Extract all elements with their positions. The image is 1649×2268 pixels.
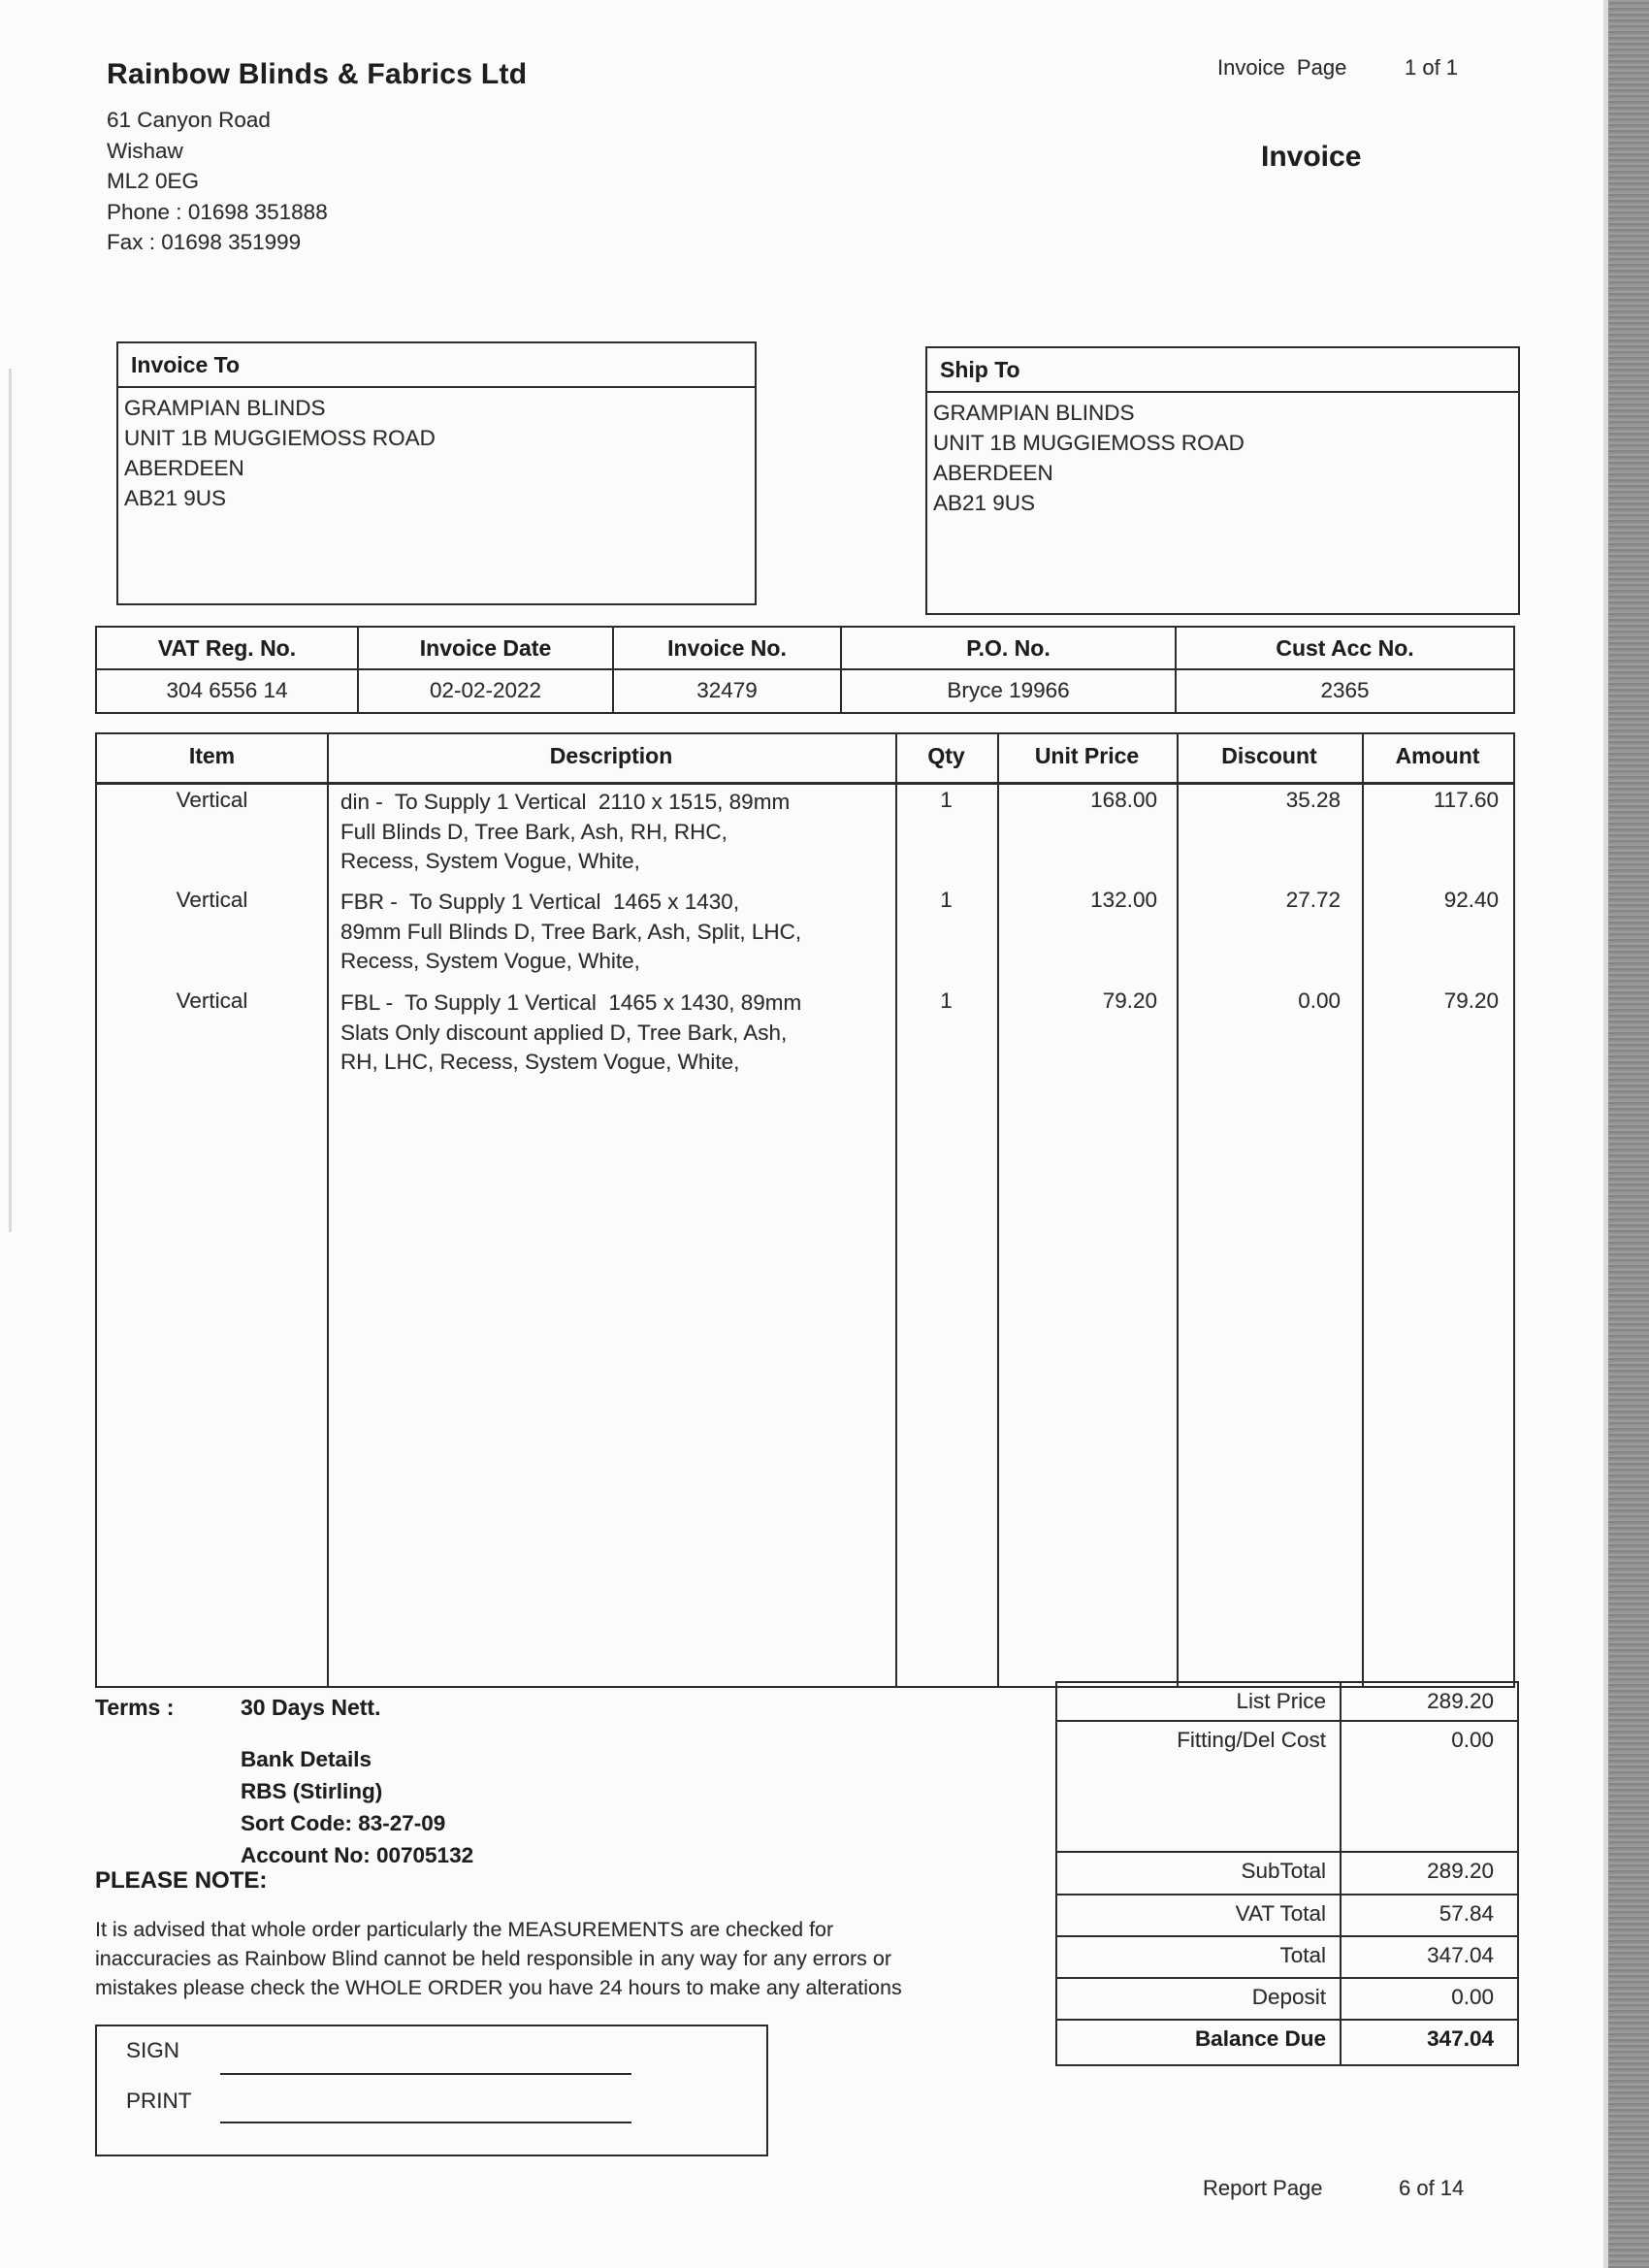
invoice-to-line: GRAMPIAN BLINDS xyxy=(124,396,326,420)
invoice-to-line: UNIT 1B MUGGIEMOSS ROAD xyxy=(124,426,436,450)
invoice-no-value: 32479 xyxy=(614,670,842,712)
line-items-table xyxy=(95,732,1515,1688)
item-qty: 1 xyxy=(940,888,953,912)
ship-to-address xyxy=(927,393,1518,518)
vat-total-value: 57.84 xyxy=(1439,1901,1494,1926)
totals-box xyxy=(1055,1681,1519,2066)
invoice-no-header: Invoice No. xyxy=(614,628,842,670)
invoice-to-address xyxy=(118,388,755,513)
ship-to-line: GRAMPIAN BLINDS xyxy=(933,401,1135,425)
ship-to-line: AB21 9US xyxy=(933,491,1036,515)
totals-row xyxy=(1057,1853,1517,1895)
signature-box xyxy=(95,2025,768,2156)
info-value-row xyxy=(97,670,1513,712)
sign-label: SIGN xyxy=(126,2038,180,2062)
item-description: FBL - To Supply 1 Vertical 1465 x 1430, 89mm Slats Only discount applied D, Tree Bark, Ash, RH, LHC, Recess, System Vogue, White, xyxy=(340,990,802,1074)
column-divider xyxy=(997,734,999,1686)
bank-account-no: Account No: 00705132 xyxy=(241,1843,474,1867)
subtotal-value: 289.20 xyxy=(1427,1859,1494,1883)
totals-row xyxy=(1057,1979,1517,2021)
item-unit-price: 132.00 xyxy=(1090,888,1157,912)
ship-to-box xyxy=(925,346,1520,615)
ship-to-line: UNIT 1B MUGGIEMOSS ROAD xyxy=(933,431,1245,455)
scan-edge-band xyxy=(1608,0,1649,2268)
company-address xyxy=(107,105,328,258)
vat-reg-value: 304 6556 14 xyxy=(97,670,359,712)
totals-row xyxy=(1057,1722,1517,1853)
fitting-del-cost-label: Fitting/Del Cost xyxy=(1057,1722,1342,1851)
unit-price-column-header: Unit Price xyxy=(1034,743,1140,768)
item-unit-price: 79.20 xyxy=(1102,988,1157,1013)
totals-row xyxy=(1057,2021,1517,2064)
column-divider xyxy=(1362,734,1364,1686)
please-note-body: It is advised that whole order particularly the MEASUREMENTS are checked for inaccuracies as Rainbow Blind cannot be held responsible in any way for any errors or mistakes please check the WHOLE ORDER you have 24 hours to make any alterations xyxy=(95,1918,902,1999)
balance-due-label: Balance Due xyxy=(1057,2021,1342,2064)
vat-reg-header: VAT Reg. No. xyxy=(97,628,359,670)
item-amount: 79.20 xyxy=(1443,988,1499,1013)
document-title: Invoice xyxy=(1261,141,1362,173)
column-divider xyxy=(895,734,897,1686)
invoice-page-label: Invoice Page xyxy=(1217,55,1347,80)
company-fax: Fax : 01698 351999 xyxy=(107,230,302,254)
discount-column-header: Discount xyxy=(1221,743,1317,768)
bank-details xyxy=(241,1743,473,1871)
terms-value: 30 Days Nett. xyxy=(241,1695,381,1720)
item-discount: 35.28 xyxy=(1285,788,1341,812)
cust-acc-header: Cust Acc No. xyxy=(1177,628,1513,670)
total-label: Total xyxy=(1057,1937,1342,1977)
list-price-label: List Price xyxy=(1057,1683,1342,1720)
bank-sort-code: Sort Code: 83-27-09 xyxy=(241,1811,446,1835)
invoice-date-value: 02-02-2022 xyxy=(359,670,614,712)
column-divider xyxy=(327,734,329,1686)
item-qty: 1 xyxy=(940,788,953,812)
balance-due-value: 347.04 xyxy=(1427,2026,1494,2051)
invoice-to-box xyxy=(116,341,757,605)
totals-row xyxy=(1057,1683,1517,1722)
item-type: Vertical xyxy=(176,988,248,1013)
invoice-to-line: AB21 9US xyxy=(124,486,227,510)
item-column-header: Item xyxy=(188,743,236,768)
sign-line xyxy=(220,2073,631,2075)
item-unit-price: 168.00 xyxy=(1090,788,1157,812)
header-divider xyxy=(97,782,1513,785)
po-no-header: P.O. No. xyxy=(842,628,1177,670)
terms-label: Terms : xyxy=(95,1695,175,1720)
column-divider xyxy=(1177,734,1179,1686)
cust-acc-value: 2365 xyxy=(1320,678,1370,702)
invoice-info-table xyxy=(95,626,1515,714)
company-name: Rainbow Blinds & Fabrics Ltd xyxy=(107,58,528,90)
ship-to-title: Ship To xyxy=(927,348,1518,393)
item-discount: 0.00 xyxy=(1298,988,1341,1013)
report-page-label: Report Page xyxy=(1203,2176,1323,2200)
scan-left-line xyxy=(9,369,12,1232)
invoice-date-header: Invoice Date xyxy=(359,628,614,670)
ship-to-line: ABERDEEN xyxy=(933,461,1053,485)
fitting-del-cost-value: 0.00 xyxy=(1451,1728,1494,1752)
company-phone: Phone : 01698 351888 xyxy=(107,199,328,224)
subtotal-label: SubTotal xyxy=(1057,1853,1342,1894)
invoice-to-line: ABERDEEN xyxy=(124,456,244,480)
item-description: FBR - To Supply 1 Vertical 1465 x 1430, 89mm Full Blinds D, Tree Bark, Ash, Split, LHC, Recess, System Vogue, White, xyxy=(340,890,802,973)
qty-column-header: Qty xyxy=(927,743,965,768)
totals-row xyxy=(1057,1937,1517,1979)
bank-details-title: Bank Details xyxy=(241,1747,372,1771)
description-column-header: Description xyxy=(549,743,673,768)
company-address-line: Wishaw xyxy=(107,138,183,163)
invoice-page-value: 1 of 1 xyxy=(1405,55,1459,80)
item-description: din - To Supply 1 Vertical 2110 x 1515, 89mm Full Blinds D, Tree Bark, Ash, RH, RHC, Recess, System Vogue, White, xyxy=(340,790,791,873)
item-discount: 27.72 xyxy=(1285,888,1341,912)
bank-name: RBS (Stirling) xyxy=(241,1779,383,1803)
company-address-line: 61 Canyon Road xyxy=(107,108,271,132)
vat-total-label: VAT Total xyxy=(1057,1895,1342,1935)
item-qty: 1 xyxy=(940,988,953,1013)
item-amount: 92.40 xyxy=(1443,888,1499,912)
item-type: Vertical xyxy=(176,788,248,812)
item-type: Vertical xyxy=(176,888,248,912)
po-no-value: Bryce 19966 xyxy=(842,670,1177,712)
item-amount: 117.60 xyxy=(1433,788,1499,812)
list-price-value: 289.20 xyxy=(1427,1689,1494,1713)
totals-row xyxy=(1057,1895,1517,1937)
print-label: PRINT xyxy=(126,2089,192,2113)
total-value: 347.04 xyxy=(1427,1943,1494,1967)
company-address-line: ML2 0EG xyxy=(107,169,200,193)
deposit-value: 0.00 xyxy=(1451,1985,1494,2009)
deposit-label: Deposit xyxy=(1057,1979,1342,2019)
print-line xyxy=(220,2122,631,2123)
invoice-to-title: Invoice To xyxy=(118,343,755,388)
please-note-title: PLEASE NOTE: xyxy=(95,1867,268,1894)
amount-column-header: Amount xyxy=(1395,743,1480,768)
report-page-value: 6 of 14 xyxy=(1399,2176,1465,2200)
info-header-row xyxy=(97,628,1513,670)
